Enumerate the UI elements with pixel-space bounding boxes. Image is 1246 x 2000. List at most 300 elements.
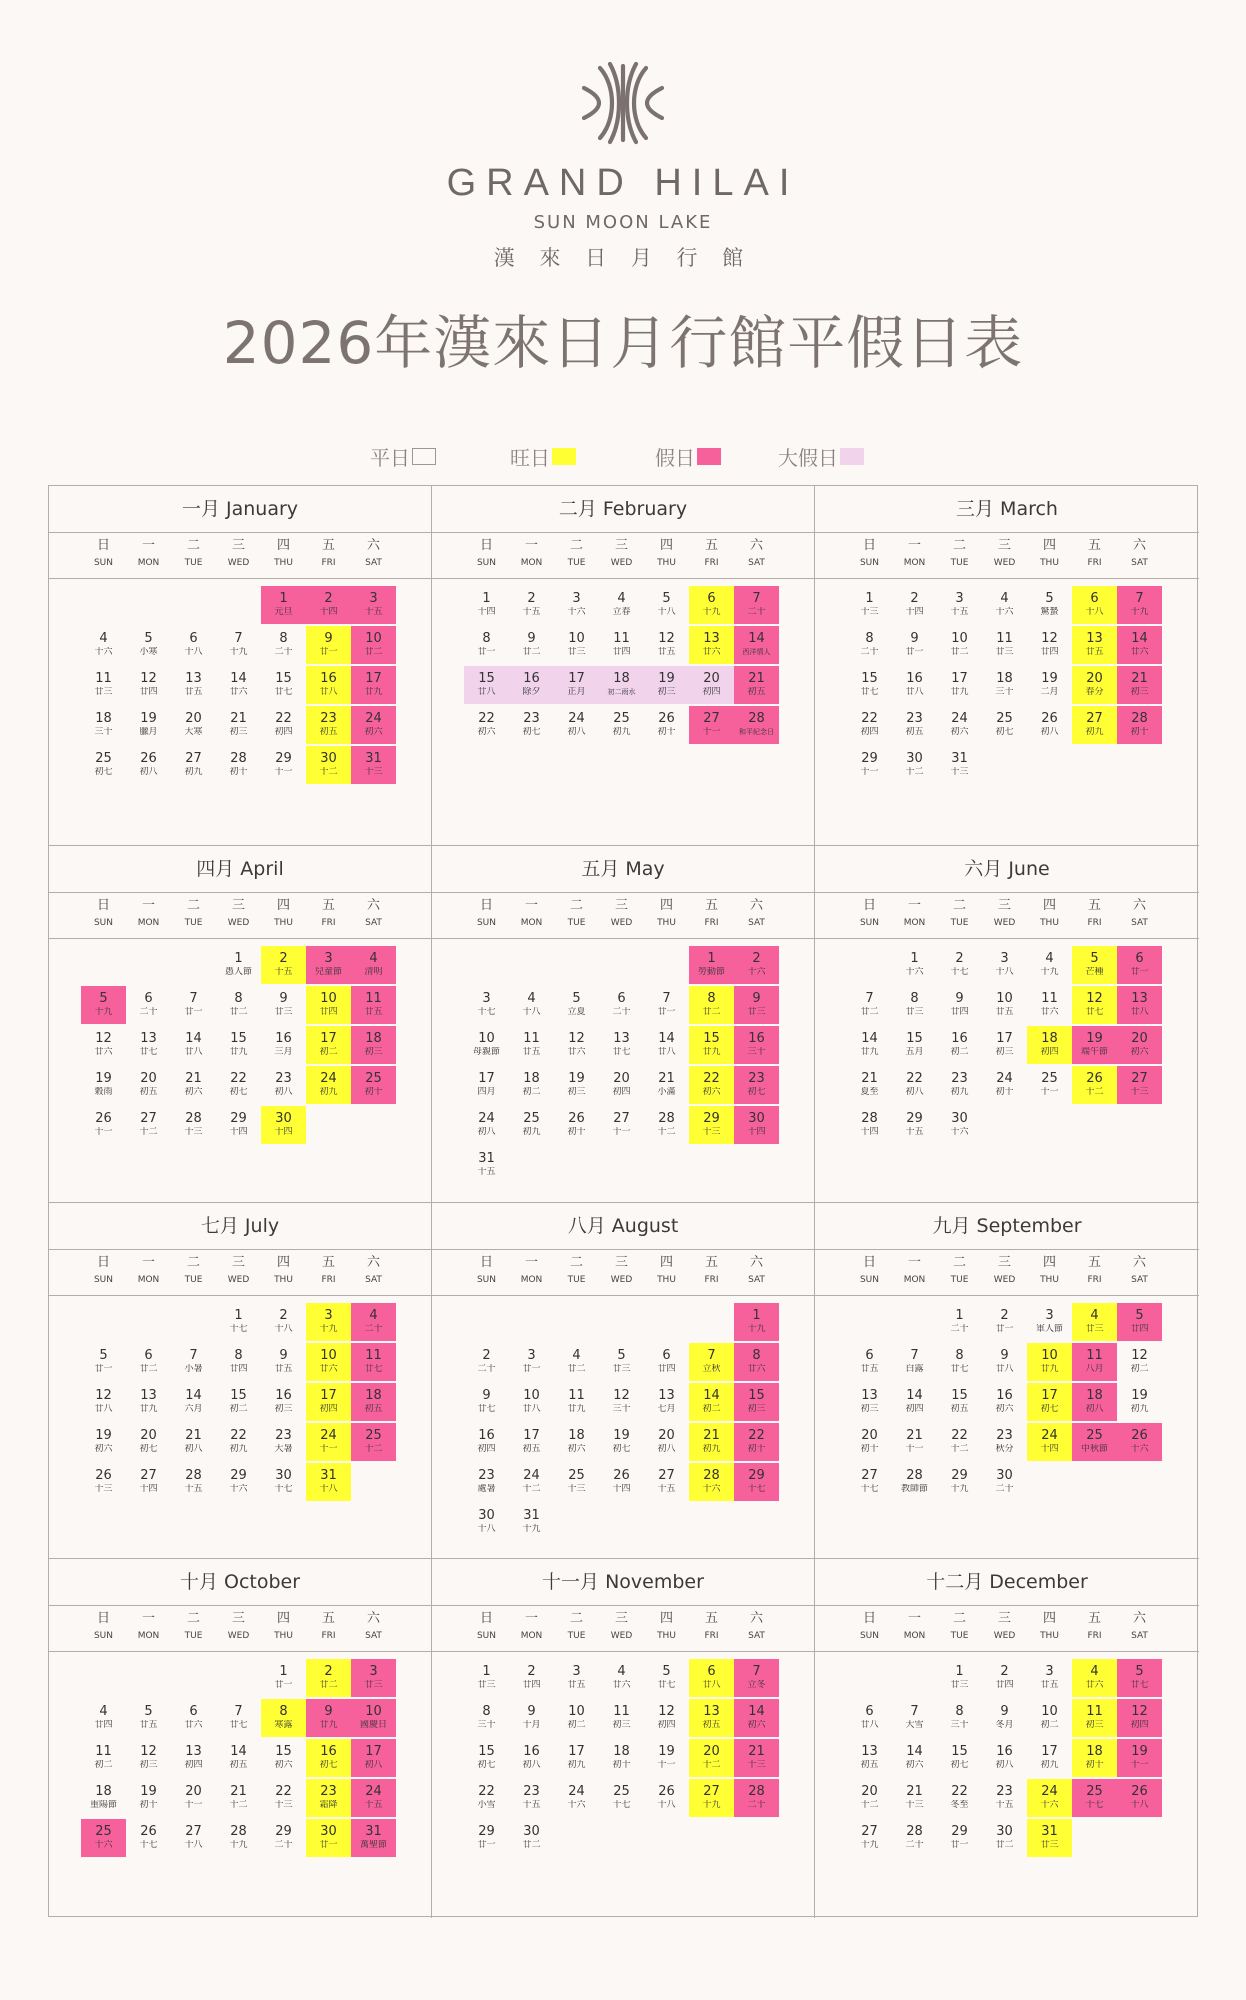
lunar-label: 秋分: [995, 1444, 1014, 1454]
lunar-label: 廿七: [950, 1364, 969, 1374]
day-number: 21: [658, 1071, 675, 1086]
day-number: 8: [482, 631, 491, 646]
day-cell: [937, 626, 982, 664]
lunar-label: 十三: [905, 1800, 924, 1810]
weekday-label: [351, 1255, 396, 1287]
weekday-en: FRI: [1087, 918, 1102, 928]
day-cell: [171, 1026, 216, 1064]
legend-swatch: [840, 448, 864, 465]
weekday-cn: 六: [1132, 1255, 1146, 1270]
lunar-label: 廿三: [94, 687, 113, 697]
day-cell: [81, 1383, 126, 1421]
day-number: 21: [185, 1071, 202, 1086]
day-cell: [554, 1106, 599, 1144]
day-number: 18: [1041, 1031, 1058, 1046]
day-cell: [261, 1463, 306, 1501]
lunar-label: 廿三: [995, 647, 1014, 657]
weekday-en: SUN: [93, 918, 114, 928]
weekday-label: [1072, 1611, 1117, 1643]
day-cell: [171, 626, 216, 664]
lunar-label: 三十: [950, 1720, 969, 1730]
weekday-en: SUN: [93, 558, 114, 568]
day-cell: [982, 1383, 1027, 1421]
lunar-label: 十六: [567, 1800, 586, 1810]
day-cell: [126, 986, 171, 1024]
legend-swatch: [552, 448, 576, 465]
weekday-en: WED: [610, 918, 633, 928]
day-number: 9: [1000, 1704, 1009, 1719]
lunar-label: 立夏: [567, 1007, 586, 1017]
day-cell: [847, 1699, 892, 1737]
lunar-label: 十四: [1040, 1444, 1059, 1454]
lunar-label: 十二: [364, 1444, 383, 1454]
day-number: 7: [662, 991, 671, 1006]
day-cell: [464, 1779, 509, 1817]
weekday-label: [847, 1611, 892, 1643]
weekday-en: SUN: [93, 1275, 114, 1285]
lunar-label: 十五: [184, 1484, 203, 1494]
day-cell: [306, 1463, 351, 1501]
weekday-en: WED: [993, 1631, 1016, 1641]
day-number: 9: [752, 991, 761, 1006]
day-number: 5: [662, 591, 671, 606]
day-cell: [126, 706, 171, 744]
day-cell: [351, 1026, 396, 1064]
day-number: 1: [279, 1664, 288, 1679]
day-cell: [509, 1779, 554, 1817]
day-number: 9: [279, 991, 288, 1006]
lunar-label: 初五: [747, 687, 766, 697]
lunar-label: 和平紀念日: [739, 728, 774, 736]
weekday-label: [1117, 1611, 1162, 1643]
weekday-header: [49, 1606, 431, 1652]
day-number: 15: [861, 671, 878, 686]
day-number: 17: [1041, 1744, 1058, 1759]
weekday-cn: 一: [907, 1255, 921, 1270]
day-cell: [216, 1819, 261, 1857]
day-cell: [689, 586, 734, 624]
weekday-label: [351, 1611, 396, 1643]
weekday-cn: 三: [231, 898, 245, 913]
day-number: 23: [275, 1071, 292, 1086]
day-cell: [351, 986, 396, 1024]
lunar-label: 初九: [1040, 1760, 1059, 1770]
day-number: 1: [234, 951, 243, 966]
day-number: 5: [572, 991, 581, 1006]
lunar-label: 母親節: [472, 1047, 500, 1057]
day-cell: [306, 1343, 351, 1381]
lunar-label: 三十: [612, 1404, 631, 1414]
lunar-label: 十一: [184, 1800, 203, 1810]
day-number: 24: [320, 1071, 337, 1086]
day-cell: [689, 706, 734, 744]
day-cell: [464, 1739, 509, 1777]
day-number: 24: [320, 1428, 337, 1443]
lunar-label: 廿三: [1040, 1840, 1059, 1850]
weekday-label: [599, 898, 644, 930]
day-number: 22: [275, 711, 292, 726]
lunar-label: 寒露: [274, 1720, 293, 1730]
day-cell: [464, 1659, 509, 1697]
day-number: 29: [703, 1111, 720, 1126]
weekday-cn: 四: [1042, 1255, 1056, 1270]
lunar-label: 十六: [1040, 1800, 1059, 1810]
weekday-cn: 二: [952, 898, 966, 913]
day-number: 15: [951, 1388, 968, 1403]
month-title: 九月 September: [815, 1203, 1199, 1250]
lunar-label: 初十: [612, 1760, 631, 1770]
month-title: 六月 June: [815, 846, 1199, 893]
lunar-label: 初二: [319, 1047, 338, 1057]
day-cell: [644, 1066, 689, 1104]
weekday-en: SUN: [476, 1275, 497, 1285]
lunar-label: 十九: [702, 1800, 721, 1810]
lunar-label: 初四: [860, 727, 879, 737]
day-cell: [171, 1106, 216, 1144]
day-number: 21: [748, 1744, 765, 1759]
day-cell: [892, 586, 937, 624]
lunar-label: 十九: [860, 1840, 879, 1850]
weekday-en: SUN: [859, 1275, 880, 1285]
day-number: 20: [140, 1428, 157, 1443]
weekday-en: FRI: [1087, 558, 1102, 568]
day-cell: [554, 1383, 599, 1421]
day-cell: [216, 946, 261, 984]
day-cell: [509, 1343, 554, 1381]
day-cell: [937, 1303, 982, 1341]
day-number: 20: [185, 1784, 202, 1799]
day-number: 15: [275, 671, 292, 686]
day-cell: [351, 706, 396, 744]
day-cell: [937, 986, 982, 1024]
weekday-en: MON: [903, 1631, 926, 1641]
day-number: 15: [703, 1031, 720, 1046]
day-number: 4: [527, 991, 536, 1006]
day-number: 10: [365, 631, 382, 646]
weekday-cn: 六: [749, 538, 763, 553]
lunar-label: 初十: [364, 1087, 383, 1097]
weekday-header: [432, 893, 814, 939]
lunar-label: 十九: [1130, 607, 1149, 617]
weekday-label: [734, 538, 779, 570]
lunar-label: 初四: [905, 1404, 924, 1414]
day-number: 1: [707, 951, 716, 966]
day-number: 13: [861, 1388, 878, 1403]
weekday-en: SUN: [859, 558, 880, 568]
day-cell: [937, 1106, 982, 1144]
day-cell: [982, 1303, 1027, 1341]
day-cell: [554, 1026, 599, 1064]
weekday-en: THU: [657, 1631, 676, 1641]
day-cell: [734, 626, 779, 664]
day-number: 26: [1086, 1071, 1103, 1086]
day-number: 19: [613, 1428, 630, 1443]
day-number: 30: [320, 1824, 337, 1839]
lunar-label: 初七: [94, 767, 113, 777]
day-number: 16: [523, 1744, 540, 1759]
weekday-cn: 四: [659, 1611, 673, 1626]
month-block: [815, 1559, 1199, 1918]
day-cell: [1072, 986, 1117, 1024]
lunar-label: 初五: [139, 1087, 158, 1097]
month-block: [49, 1203, 432, 1559]
day-cell: [216, 1106, 261, 1144]
lunar-label: 初七: [747, 1087, 766, 1097]
day-cell: [81, 626, 126, 664]
day-number: 8: [752, 1348, 761, 1363]
day-cell: [847, 1106, 892, 1144]
day-cell: [554, 1739, 599, 1777]
day-cell: [81, 1779, 126, 1817]
day-number: 6: [189, 631, 198, 646]
lunar-label: 初七: [950, 1760, 969, 1770]
lunar-label: 初三: [1130, 687, 1149, 697]
lunar-label: 十八: [1130, 1800, 1149, 1810]
lunar-label: 十二: [319, 767, 338, 777]
weekday-cn: 二: [186, 1255, 200, 1270]
day-cell: [599, 1343, 644, 1381]
lunar-label: 廿八: [1130, 1007, 1149, 1017]
day-cell: [1072, 626, 1117, 664]
day-cell: [937, 1066, 982, 1104]
lunar-label: 十二: [657, 1127, 676, 1137]
weekday-cn: 二: [952, 538, 966, 553]
day-number: 7: [189, 1348, 198, 1363]
day-cell: [847, 1779, 892, 1817]
day-cell: [892, 1423, 937, 1461]
day-cell: [1117, 1699, 1162, 1737]
lunar-label: 廿八: [995, 1364, 1014, 1374]
weekday-en: FRI: [321, 918, 336, 928]
day-number: 12: [1086, 991, 1103, 1006]
day-number: 30: [996, 1468, 1013, 1483]
lunar-label: 二十: [274, 1840, 293, 1850]
weekday-header: [815, 1250, 1199, 1296]
lunar-label: 廿八: [319, 687, 338, 697]
lunar-label: 初六: [184, 1087, 203, 1097]
weekday-label: [892, 1611, 937, 1643]
day-number: 4: [1045, 951, 1054, 966]
lunar-label: 十六: [950, 1127, 969, 1137]
lunar-label: 初二雨水: [607, 688, 636, 696]
day-number: 9: [482, 1388, 491, 1403]
day-number: 9: [527, 1704, 536, 1719]
day-number: 22: [748, 1428, 765, 1443]
day-cell: [689, 1066, 734, 1104]
lunar-label: 十四: [747, 1127, 766, 1137]
day-number: 4: [1090, 1664, 1099, 1679]
day-number: 3: [324, 951, 333, 966]
day-number: 11: [568, 1388, 585, 1403]
weekday-cn: 六: [1132, 898, 1146, 913]
lunar-label: 廿六: [567, 1047, 586, 1057]
day-number: 27: [703, 1784, 720, 1799]
day-number: 10: [523, 1388, 540, 1403]
day-number: 6: [707, 1664, 716, 1679]
weekday-en: FRI: [321, 1631, 336, 1641]
day-cell: [306, 746, 351, 784]
lunar-label: 十六: [905, 967, 924, 977]
lunar-label: 立秋: [702, 1364, 721, 1374]
day-number: 3: [955, 591, 964, 606]
day-number: 27: [658, 1468, 675, 1483]
day-number: 1: [234, 1308, 243, 1323]
day-cell: [599, 1739, 644, 1777]
lunar-label: 廿九: [364, 687, 383, 697]
lunar-label: 初九: [702, 1444, 721, 1454]
weekday-cn: 日: [862, 1255, 876, 1270]
lunar-label: 廿一: [905, 647, 924, 657]
lunar-label: 二十: [905, 1840, 924, 1850]
weekday-label: [81, 1611, 126, 1643]
weekday-cn: 三: [614, 538, 628, 553]
day-cell: [126, 1699, 171, 1737]
day-cell: [261, 1066, 306, 1104]
weekday-en: SAT: [748, 1631, 765, 1641]
lunar-label: 初七: [995, 727, 1014, 737]
day-cell: [171, 1699, 216, 1737]
lunar-label: 初九: [567, 1760, 586, 1770]
lunar-label: 廿七: [1130, 1680, 1149, 1690]
weekday-en: SAT: [748, 918, 765, 928]
day-number: 13: [1131, 991, 1148, 1006]
lunar-label: 處暑: [477, 1484, 496, 1494]
weekday-cn: 一: [524, 538, 538, 553]
lunar-label: 廿七: [139, 1047, 158, 1057]
day-number: 25: [95, 1824, 112, 1839]
day-cell: [171, 666, 216, 704]
weekday-cn: 六: [366, 1255, 380, 1270]
day-cell: [982, 1779, 1027, 1817]
weekday-cn: 五: [1087, 1611, 1101, 1626]
day-number: 6: [865, 1348, 874, 1363]
day-number: 4: [369, 1308, 378, 1323]
lunar-label: 初六: [364, 727, 383, 737]
weekday-cn: 三: [614, 898, 628, 913]
legend-item: [655, 442, 721, 471]
day-cell: [599, 626, 644, 664]
lunar-label: 廿九: [567, 1404, 586, 1414]
weekday-label: [1027, 1255, 1072, 1287]
day-number: 4: [99, 631, 108, 646]
lunar-label: 十六: [94, 1840, 113, 1850]
weekday-cn: 四: [276, 1255, 290, 1270]
weekday-label: [1072, 538, 1117, 570]
weekday-cn: 一: [524, 1255, 538, 1270]
lunar-label: 廿三: [477, 1680, 496, 1690]
day-number: 17: [568, 1744, 585, 1759]
day-number: 11: [613, 1704, 630, 1719]
lunar-label: 十七: [860, 1484, 879, 1494]
day-cell: [1027, 1699, 1072, 1737]
lunar-label: 廿七: [612, 1047, 631, 1057]
weekday-en: WED: [610, 1275, 633, 1285]
weekday-cn: 五: [704, 898, 718, 913]
day-number: 31: [478, 1151, 495, 1166]
lunar-label: 廿九: [319, 1720, 338, 1730]
lunar-label: 三十: [747, 1047, 766, 1057]
weekday-en: TUE: [567, 918, 586, 928]
weekday-en: TUE: [950, 918, 969, 928]
day-number: 27: [861, 1824, 878, 1839]
lunar-label: 初六: [477, 727, 496, 737]
day-cell: [216, 1343, 261, 1381]
weekday-en: THU: [1040, 1275, 1059, 1285]
day-number: 17: [365, 671, 382, 686]
day-number: 22: [275, 1784, 292, 1799]
day-number: 25: [996, 711, 1013, 726]
lunar-label: 廿三: [274, 1007, 293, 1017]
weekday-en: WED: [610, 1631, 633, 1641]
lunar-label: 十一: [1040, 1087, 1059, 1097]
lunar-label: 廿三: [364, 1680, 383, 1690]
day-cell: [1117, 986, 1162, 1024]
weekday-cn: 日: [479, 538, 493, 553]
day-cell: [734, 946, 779, 984]
weekday-en: SAT: [1131, 1275, 1148, 1285]
day-cell: [126, 1779, 171, 1817]
lunar-label: 二十: [612, 1007, 631, 1017]
day-cell: [644, 986, 689, 1024]
lunar-label: 十六: [567, 607, 586, 617]
day-cell: [599, 1659, 644, 1697]
weekday-en: MON: [137, 918, 160, 928]
weekday-en: FRI: [1087, 1275, 1102, 1285]
day-number: 24: [365, 1784, 382, 1799]
day-cell: [216, 626, 261, 664]
weekday-header: [815, 533, 1199, 579]
day-cell: [126, 1343, 171, 1381]
day-cell: [306, 1026, 351, 1064]
weekday-label: [689, 898, 734, 930]
day-number: 5: [1135, 1308, 1144, 1323]
day-number: 12: [658, 1704, 675, 1719]
weekday-en: SUN: [476, 918, 497, 928]
day-number: 21: [861, 1071, 878, 1086]
day-number: 17: [320, 1388, 337, 1403]
weekday-label: [509, 1255, 554, 1287]
day-number: 18: [365, 1031, 382, 1046]
lunar-label: 四月: [477, 1087, 496, 1097]
day-cell: [644, 1026, 689, 1064]
day-cell: [81, 1739, 126, 1777]
lunar-label: 初七: [477, 1760, 496, 1770]
weekday-cn: 一: [907, 538, 921, 553]
weekday-cn: 五: [321, 538, 335, 553]
lunar-label: 初十: [567, 1127, 586, 1137]
weekday-en: FRI: [704, 918, 719, 928]
lunar-label: 廿二: [319, 1680, 338, 1690]
lunar-label: 廿一: [522, 1364, 541, 1374]
day-cell: [126, 1819, 171, 1857]
day-number: 18: [1086, 1388, 1103, 1403]
day-number: 15: [230, 1031, 247, 1046]
weekday-cn: 日: [96, 538, 110, 553]
day-number: 9: [527, 631, 536, 646]
day-number: 7: [234, 631, 243, 646]
lunar-label: 廿一: [1130, 967, 1149, 977]
weekday-label: [464, 898, 509, 930]
lunar-label: 廿一: [319, 1840, 338, 1850]
day-number: 13: [861, 1744, 878, 1759]
day-cell: [126, 1423, 171, 1461]
lunar-label: 十一: [94, 1127, 113, 1137]
day-number: 20: [613, 1071, 630, 1086]
lunar-label: 初七: [612, 1444, 631, 1454]
day-cell: [306, 1699, 351, 1737]
day-cell: [1072, 1303, 1117, 1341]
day-cell: [171, 1066, 216, 1104]
